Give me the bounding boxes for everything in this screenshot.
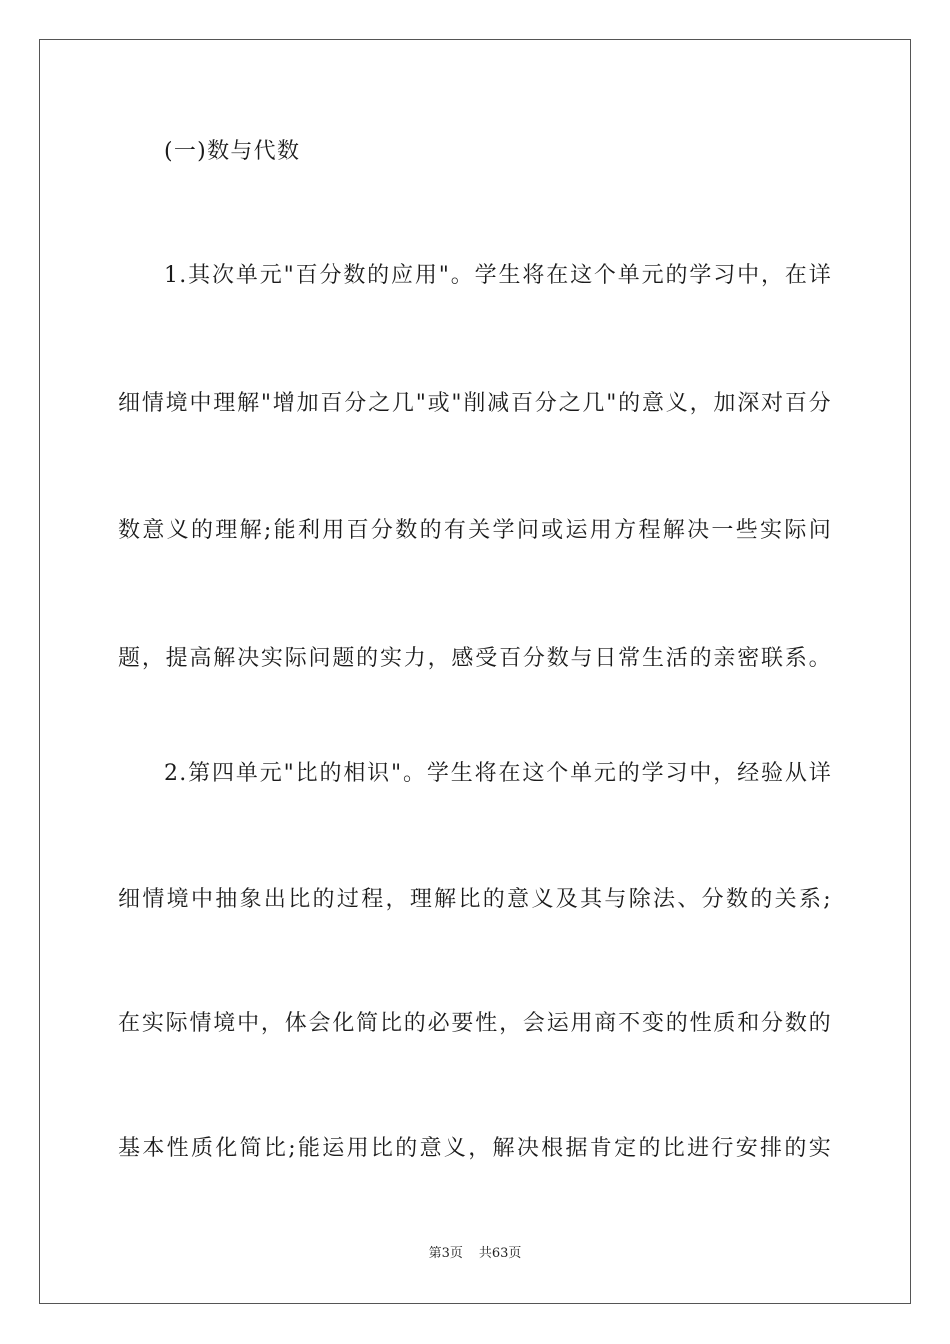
page-number: 第3页 — [428, 1246, 463, 1261]
section-heading: (一)数与代数 — [164, 139, 301, 164]
paragraph-2-line-4: 基本性质化简比;能运用比的意义，解决根据肯定的比进行安排的实 — [118, 1136, 832, 1161]
paragraph-1-line-4: 题，提高解决实际问题的实力，感受百分数与日常生活的亲密联系。 — [118, 646, 832, 671]
paragraph-2-line-1: 2.第四单元"比的相识"。学生将在这个单元的学习中，经验从详 — [164, 761, 832, 786]
paragraph-2-line-2: 细情境中抽象出比的过程，理解比的意义及其与除法、分数的关系; — [118, 887, 832, 912]
paragraph-1-line-2: 细情境中理解"增加百分之几"或"削减百分之几"的意义，加深对百分 — [118, 391, 832, 416]
paragraph-1-line-3: 数意义的理解;能利用百分数的有关学问或运用方程解决一些实际问 — [118, 518, 832, 543]
paragraph-2-line-3: 在实际情境中，体会化简比的必要性，会运用商不变的性质和分数的 — [118, 1011, 832, 1036]
page-footer — [0, 1246, 950, 1262]
paragraph-1-line-1: 1.其次单元"百分数的应用"。学生将在这个单元的学习中，在详 — [164, 263, 832, 288]
page-total: 共63页 — [478, 1246, 522, 1261]
